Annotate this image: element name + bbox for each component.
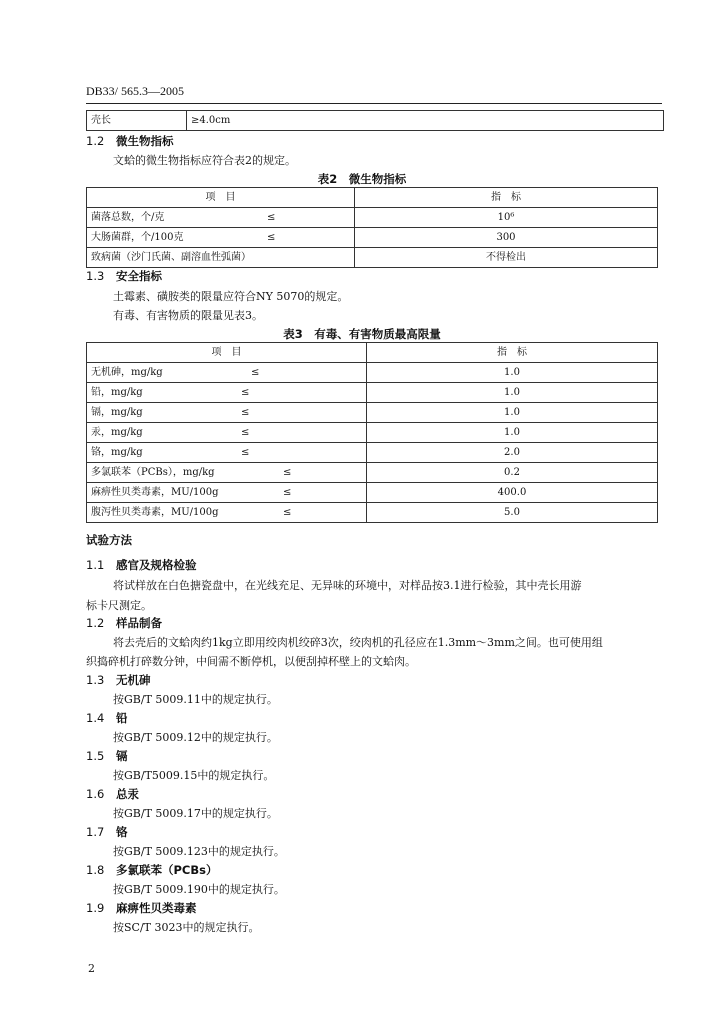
method-1-1-heading: 1.1 感官及规格检验: [86, 558, 197, 572]
method-1-3-heading: 1.3 无机砷: [86, 673, 151, 687]
section-1-3-text2: 有毒、有害物质的限量见表3。: [113, 309, 263, 322]
method-1-8-text: 按GB/T 5009.190中的规定执行。: [113, 883, 285, 896]
table-row: [87, 111, 664, 131]
row-op: ≤: [283, 467, 292, 478]
method-1-5-text: 按GB/T5009.15中的规定执行。: [113, 769, 275, 782]
row-value: 5.0: [367, 503, 658, 523]
row-op: ≤: [283, 487, 292, 498]
page-number: 2: [88, 962, 95, 975]
row-op: ≤: [283, 507, 292, 518]
table3-title: 表3 有毒、有害物质最高限量: [283, 327, 441, 341]
row-value: 1.0: [367, 403, 658, 423]
row-item: 腹泻性贝类毒素，MU/100g: [91, 507, 219, 518]
section-1-2-heading: 1.2 微生物指标: [86, 134, 174, 148]
shell-value: ≥4.0cm: [187, 111, 664, 131]
shell-length-table: [86, 110, 664, 131]
table-row: [87, 423, 658, 443]
section-1-3-heading: 1.3 安全指标: [86, 269, 162, 283]
table-row: [87, 403, 658, 423]
table-header-row: [87, 188, 658, 208]
section-1-2-text: 文蛤的微生物指标应符合表2的规定。: [113, 154, 296, 167]
method-1-2-line2: 织捣碎机打碎数分钟，中间需不断停机，以便刮掉杯壁上的文蛤肉。: [86, 655, 416, 668]
col-item-header: 项 目: [87, 343, 367, 363]
method-1-3-text: 按GB/T 5009.11中的规定执行。: [113, 693, 278, 706]
document-id: DB33/ 565.3—2005: [86, 84, 185, 98]
col-index-header: 指 标: [367, 343, 658, 363]
table-row: [87, 383, 658, 403]
row-item: 多氯联苯（PCBs），mg/kg: [91, 467, 215, 478]
table-row: [87, 483, 658, 503]
row-value: 300: [355, 228, 658, 248]
row-value: 10⁶: [355, 208, 658, 228]
row-item: 铅，mg/kg: [91, 387, 143, 398]
row-item: 铬，mg/kg: [91, 447, 143, 458]
method-1-4-heading: 1.4 铅: [86, 711, 128, 725]
row-op: ≤: [241, 427, 250, 438]
shell-label: 壳长: [87, 111, 187, 131]
row-op: ≤: [241, 447, 250, 458]
row-op: ≤: [241, 407, 250, 418]
row-item: 大肠菌群，个/100克: [91, 232, 184, 243]
row-value: 2.0: [367, 443, 658, 463]
row-op: ≤: [241, 387, 250, 398]
method-1-8-heading: 1.8 多氯联苯（PCBs）: [86, 863, 218, 877]
row-item: 麻痹性贝类毒素，MU/100g: [91, 487, 219, 498]
method-1-9-heading: 1.9 麻痹性贝类毒素: [86, 901, 197, 915]
method-1-9-text: 按SC/T 3023中的规定执行。: [113, 921, 260, 934]
table2-title: 表2 微生物指标: [317, 172, 407, 186]
table-row: [87, 248, 658, 268]
table-row: [87, 208, 658, 228]
row-op: ≤: [267, 212, 276, 223]
table-row: [87, 463, 658, 483]
table-header-row: [87, 343, 658, 363]
row-item: 镉，mg/kg: [91, 407, 143, 418]
method-1-7-text: 按GB/T 5009.123中的规定执行。: [113, 845, 285, 858]
row-value: 400.0: [367, 483, 658, 503]
table3: [86, 342, 658, 523]
method-1-5-heading: 1.5 镉: [86, 749, 128, 763]
col-item-header: 项 目: [87, 188, 355, 208]
header-rule: [86, 103, 662, 104]
method-1-7-heading: 1.7 铬: [86, 825, 128, 839]
method-1-1-line2: 标卡尺测定。: [86, 599, 152, 612]
table-row: [87, 228, 658, 248]
row-value: 1.0: [367, 363, 658, 383]
methods-heading: 试验方法: [86, 533, 132, 547]
row-item: 致病菌（沙门氏菌、副溶血性弧菌）: [91, 252, 251, 263]
row-value: 1.0: [367, 423, 658, 443]
table-row: [87, 363, 658, 383]
row-value: 1.0: [367, 383, 658, 403]
method-1-4-text: 按GB/T 5009.12中的规定执行。: [113, 731, 278, 744]
row-op: ≤: [267, 232, 276, 243]
row-item: 汞，mg/kg: [91, 427, 143, 438]
row-value: 0.2: [367, 463, 658, 483]
method-1-6-text: 按GB/T 5009.17中的规定执行。: [113, 807, 278, 820]
method-1-1-line1: 将试样放在白色搪瓷盘中，在光线充足、无异味的环境中，对样品按3.1进行检验，其中壳长用游: [113, 579, 582, 592]
method-1-2-heading: 1.2 样品制备: [86, 616, 162, 630]
row-value: 不得检出: [355, 248, 658, 268]
table-row: [87, 443, 658, 463]
col-index-header: 指 标: [355, 188, 658, 208]
table-row: [87, 503, 658, 523]
row-op: ≤: [251, 367, 260, 378]
row-item: 菌落总数，个/克: [91, 212, 165, 223]
row-item: 无机砷，mg/kg: [91, 367, 163, 378]
method-1-2-line1: 将去壳后的文蛤肉约1kg立即用绞肉机绞碎3次，绞肉机的孔径应在1.3mm～3mm之间。也可使用组: [113, 636, 603, 649]
table2: [86, 187, 658, 268]
section-1-3-text1: 土霉素、磺胺类的限量应符合NY 5070的规定。: [113, 290, 349, 303]
method-1-6-heading: 1.6 总汞: [86, 787, 139, 801]
